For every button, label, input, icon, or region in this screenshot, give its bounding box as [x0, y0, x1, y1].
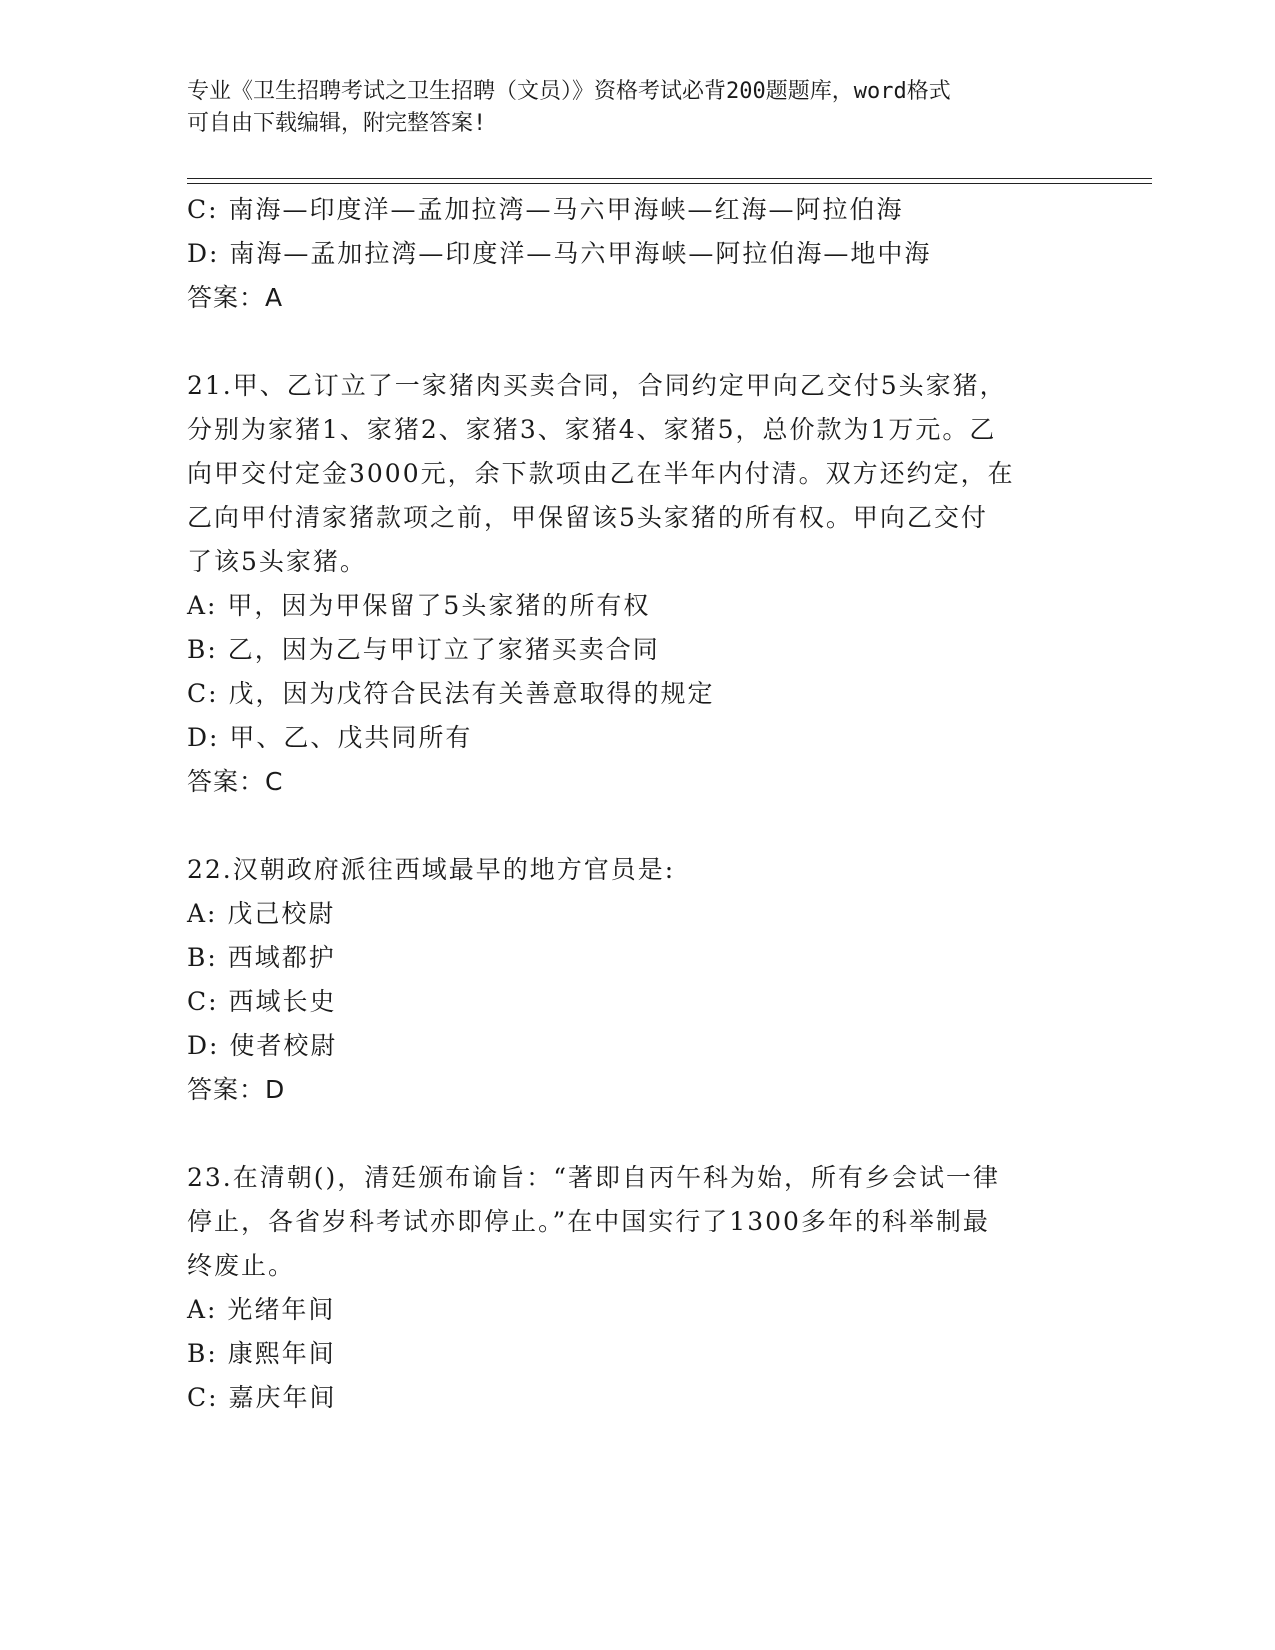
q22-option-a: A: 戊己校尉 [187, 899, 336, 928]
q22-stem-line-1: 22.汉朝政府派往西域最早的地方官员是: [187, 855, 676, 884]
q21-option-c: C: 戊，因为戊符合民法有关善意取得的规定 [187, 679, 715, 708]
q23-option-a: A: 光绪年间 [187, 1295, 336, 1324]
q21-stem-line-3: 向甲交付定金3000元，余下款项由乙在半年内付清。双方还约定，在 [187, 459, 1015, 488]
header-divider-bottom [187, 183, 1152, 184]
q21-stem-line-1: 21.甲、乙订立了一家猪肉买卖合同，合同约定甲向乙交付5头家猪， [187, 371, 1007, 400]
header-title-line-2: 可自由下载编辑，附完整答案! [187, 111, 487, 136]
q23-stem-line-2: 停止，各省岁科考试亦即停止。”在中国实行了1300多年的科举制最 [187, 1207, 990, 1236]
q20-answer: 答案：A [187, 283, 284, 312]
q20-option-c: C: 南海—印度洋—孟加拉湾—马六甲海峡—红海—阿拉伯海 [187, 195, 904, 224]
q21-stem-line-2: 分别为家猪1、家猪2、家猪3、家猪4、家猪5，总价款为1万元。乙 [187, 415, 997, 444]
q23-option-b: B: 康熙年间 [187, 1339, 336, 1368]
q21-option-b: B: 乙，因为乙与甲订立了家猪买卖合同 [187, 635, 660, 664]
q22-option-d: D: 使者校尉 [187, 1031, 338, 1060]
q23-stem-line-1: 23.在清朝()，清廷颁布谕旨：“著即自丙午科为始，所有乡会试一律 [187, 1163, 1001, 1192]
q21-answer: 答案：C [187, 767, 284, 796]
header-divider-top [187, 178, 1152, 179]
q22-option-c: C: 西域长史 [187, 987, 337, 1016]
q23-stem-line-3: 终废止。 [187, 1251, 296, 1280]
q21-option-a: A: 甲，因为甲保留了5头家猪的所有权 [187, 591, 651, 620]
header-title-line-1: 专业《卫生招聘考试之卫生招聘（文员）》资格考试必背200题题库，word格式 [187, 79, 951, 104]
q22-answer: 答案：D [187, 1075, 286, 1104]
q21-stem-line-5: 了该5头家猪。 [187, 547, 367, 576]
page-header [187, 76, 1087, 140]
q23-option-c: C: 嘉庆年间 [187, 1383, 337, 1412]
q21-option-d: D: 甲、乙、戊共同所有 [187, 723, 473, 752]
q20-option-d: D: 南海—孟加拉湾—印度洋—马六甲海峡—阿拉伯海—地中海 [187, 239, 932, 268]
q22-option-b: B: 西域都护 [187, 943, 336, 972]
q21-stem-line-4: 乙向甲付清家猪款项之前，甲保留该5头家猪的所有权。甲向乙交付 [187, 503, 988, 532]
